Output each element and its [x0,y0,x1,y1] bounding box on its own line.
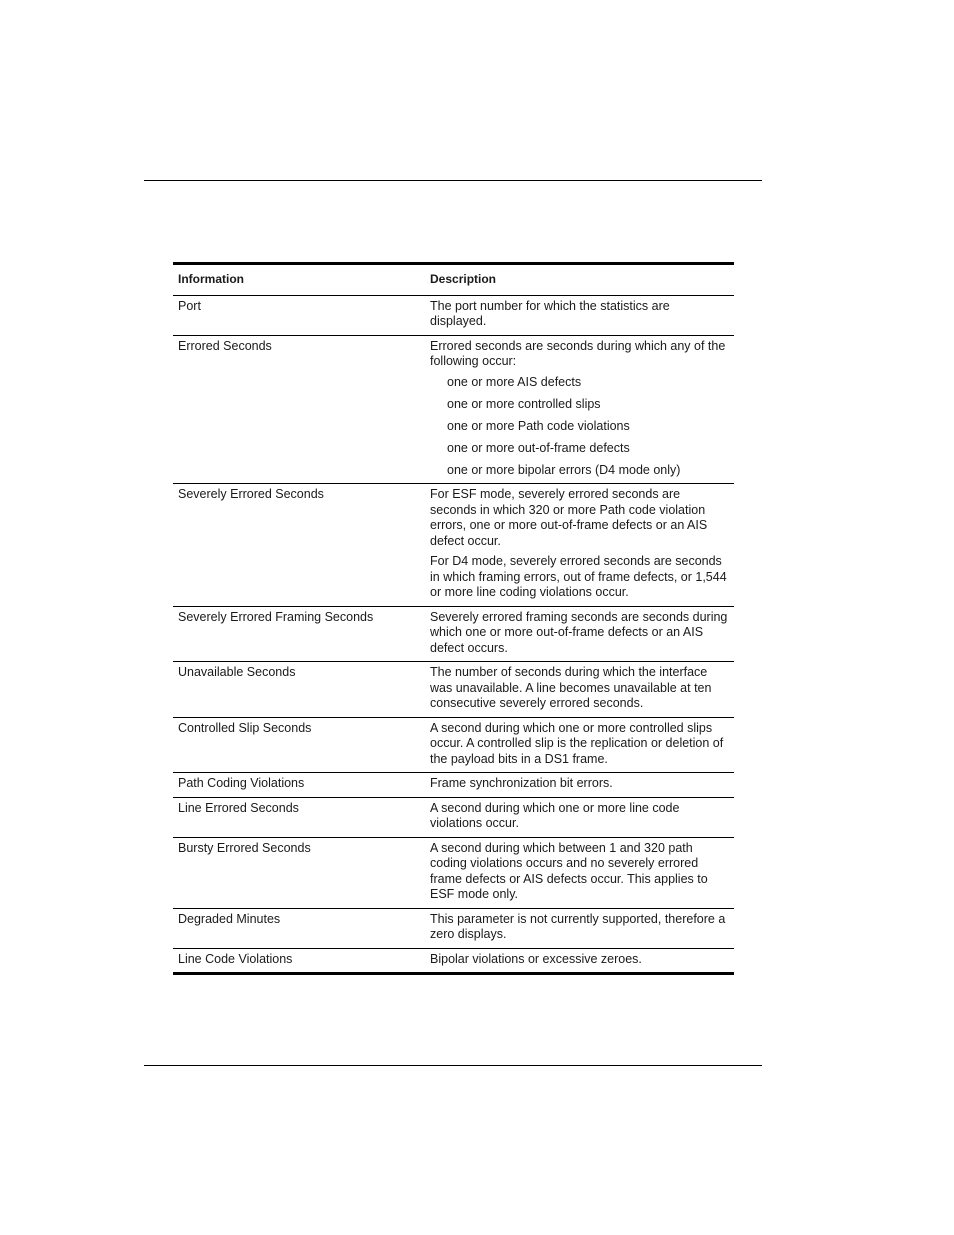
statistics-table [173,262,734,975]
info-cell: Severely Errored Framing Seconds [173,606,425,662]
table-row [173,606,734,662]
table-row [173,335,734,484]
description-text: Errored seconds are seconds during which any of the following occur: [430,338,726,368]
description-text: Frame synchronization bit errors. [430,776,613,790]
table-row [173,837,734,908]
table-row [173,797,734,837]
table-header-row [173,264,734,296]
description-cell [425,335,734,484]
table-row [173,717,734,773]
info-cell: Errored Seconds [173,335,425,484]
info-cell: Path Coding Violations [173,773,425,798]
description-text: A second during which one or more controlled slips occur. A controlled slip is the replication or deletion of the payload bits in a DS1 frame. [430,720,724,766]
description-text: Bipolar violations or excessive zeroes. [430,951,642,966]
description-text: The number of seconds during which the interface was unavailable. A line becomes unavailable at ten consecutive severely errored seconds. [430,665,712,710]
table-row [173,484,734,607]
description-cell [425,717,734,773]
description-cell [425,797,734,837]
description-text: A second during which between 1 and 320 path coding violations occurs and no severely errored frame defects or AIS defects occur. This applies to ESF mode only. [430,840,708,901]
description-text: For ESF mode, severely errored seconds are seconds in which 320 or more Path code violation errors, one or more out-of-frame defects or an AIS defect occur. [430,487,708,548]
description-cell [425,606,734,662]
description-text: For D4 mode, severely errored seconds are seconds in which framing errors, out of frame defects, or 1,544 or more line coding violations occur. [430,554,727,599]
info-cell: Unavailable Seconds [173,662,425,718]
column-header-description: Description [425,264,734,296]
description-text: A second during which one or more line code violations occur. [430,800,680,830]
table-row [173,773,734,798]
description-cell [425,948,734,974]
description-text: The port number for which the statistics are displayed. [430,298,670,328]
list-item: one or more out-of-frame defects [447,440,630,455]
table-row [173,948,734,974]
info-cell: Controlled Slip Seconds [173,717,425,773]
list-item: one or more bipolar errors (D4 mode only) [447,462,681,477]
description-cell [425,662,734,718]
description-cell [425,773,734,798]
header-rule [144,180,762,181]
table-row [173,662,734,718]
info-cell: Line Errored Seconds [173,797,425,837]
table-row [173,295,734,335]
description-cell [425,484,734,607]
info-cell: Degraded Minutes [173,908,425,948]
description-cell [425,908,734,948]
info-cell: Line Code Violations [178,951,293,966]
list-item: one or more controlled slips [447,396,601,411]
footer-rule [144,1065,762,1066]
info-cell: Bursty Errored Seconds [173,837,425,908]
list-item: one or more Path code violations [447,418,630,433]
description-cell [425,837,734,908]
description-text: This parameter is not currently supported, therefore a zero displays. [430,911,726,941]
description-cell [425,295,734,335]
column-header-information: Information [173,264,425,296]
info-cell: Port [173,295,425,335]
table-row [173,908,734,948]
list-item: one or more AIS defects [447,374,582,389]
info-cell: Severely Errored Seconds [173,484,425,607]
description-text: Severely errored framing seconds are seconds during which one or more out-of-frame defects or an AIS defect occurs. [430,609,728,655]
condition-list [430,375,729,479]
